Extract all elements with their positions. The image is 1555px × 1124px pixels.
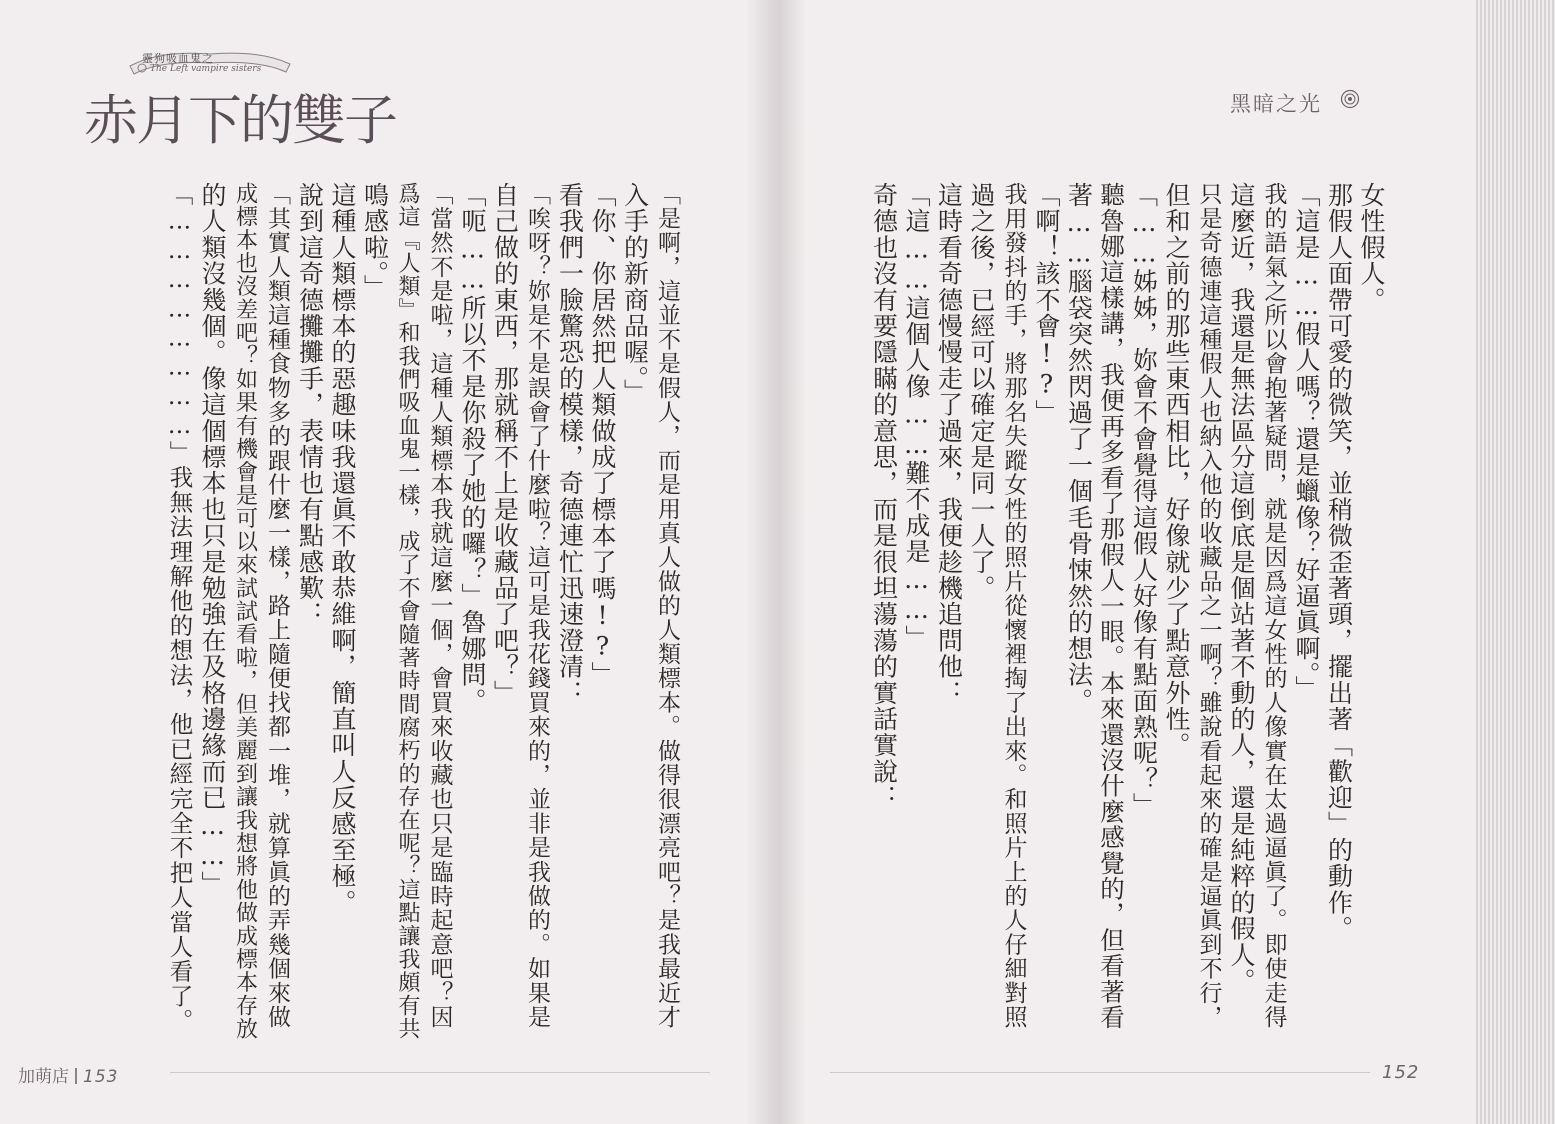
footer-rule-right	[830, 1072, 1370, 1073]
series-label: 靈狗吸血鬼之	[142, 52, 214, 65]
text-column: 「唉呀？妳是不是誤會了什麼啦？這可是我花錢買來的，並非是我做的。如果是	[524, 182, 550, 1029]
text-column: 這時看奇德慢慢走了過來，我便趁機追問他：	[934, 182, 964, 706]
text-column: 這麼近，我還是無法區分這倒底是個站著不動的人，還是純粹的假人。	[1227, 182, 1256, 995]
text-column: 的人類沒幾個。像這個標本也只是勉強在及格邊緣而已……」	[198, 182, 227, 898]
text-column: 「啊！該不會!?」	[1032, 182, 1061, 426]
text-column: 「你、你居然把人類做成了標本了嗎!?」	[588, 182, 617, 688]
text-column: 「當然不是啦，這種人類標本我就這麼一個，會買來收藏也只是臨時起意吧？因	[426, 182, 453, 1029]
footer-rule-left	[170, 1072, 710, 1073]
text-column: 這種人類標本的惡趣味我還眞不敢恭維啊，簡直叫人反感至極。	[328, 182, 357, 916]
text-column: 成標本也沒差吧？如果有機會是可以來試試看啦，但美麗到讓我想將他做成標本存放	[232, 182, 258, 1041]
page-edges	[1476, 0, 1555, 1124]
text-column: 「這……這個人像……難不成是……」	[902, 182, 931, 652]
left-page-number: 153	[83, 1067, 119, 1087]
series-subtitle: The Left vampire sisters	[150, 64, 262, 74]
text-column: 但和之前的那些東西相比，好像就少了點意外性。	[1162, 182, 1191, 759]
book-title-logo	[80, 48, 396, 168]
text-column: 「……姊姊，妳會不會覺得這假人好像有點面熟呢？」	[1129, 182, 1159, 819]
text-column: 「……………………」我無法理解他的想法，他已經完全不把人當人看了。	[165, 182, 194, 1034]
right-page-number: 152	[1382, 1062, 1420, 1083]
text-column: 爲這『人類』和我們吸血鬼一樣，成了不會隨著時間腐朽的存在呢？這點讓我頗有共	[395, 182, 420, 1041]
text-column: 只是奇德連這種假人也納入他的收藏品之一啊？雖說看起來的確是逼眞到不行，	[1195, 182, 1222, 1029]
flower-ornament-icon	[1340, 89, 1360, 109]
text-column: 說到這奇德攤攤手，表情也有點感歎：	[295, 182, 325, 628]
footer-divider	[75, 1068, 77, 1084]
text-column: 過之後，已經可以確定是同一人了。	[967, 182, 996, 602]
text-column: 「其實人類這種食物多的跟什麼一樣，路上隨便找都一堆，就算眞的弄幾個來做	[264, 182, 290, 1029]
text-column: 女性假人。	[1357, 182, 1386, 313]
book-gutter	[745, 0, 807, 1124]
text-column: 入手的新商品喔。」	[620, 182, 650, 406]
text-column: 我用發抖的手，將那名失蹤女性的照片從懷裡掏了出來。和照片上的人仔細對照	[1000, 182, 1027, 1029]
text-column: 奇德也沒有要隱瞞的意思，而是很坦蕩蕩的實話實說：	[869, 182, 899, 811]
text-column: 鳴感啦。」	[360, 182, 390, 301]
book-title: 赤月下的雙子	[84, 89, 396, 152]
text-column: 看我們一臉驚恐的模樣，奇德連忙迅速澄清：	[555, 182, 585, 706]
text-column: 著……腦袋突然閃過了一個毛骨悚然的想法。	[1064, 182, 1094, 714]
footer-label: 加萌店	[18, 1067, 69, 1087]
left-page-footer	[18, 1062, 118, 1087]
text-column: 自己做的東西，那就稱不上是收藏品了吧？」	[490, 182, 520, 706]
text-column: 聽魯娜這樣講，我便再多看了那假人一眼。本來還沒什麼感覺的，但看著看	[1097, 182, 1126, 1031]
text-column: 「呃……所以不是你殺了她的囉？」魯娜問。	[458, 182, 487, 714]
text-column: 「這是……假人嗎？還是蠟像？好逼眞啊。」	[1292, 182, 1321, 702]
text-column: 那假人面帶可愛的微笑，並稍微歪著頭，擺出著「歡迎」的動作。	[1324, 182, 1354, 942]
text-column: 「是啊，這並不是假人，而是用真人做的人類標本。做得很漂亮吧？是我最近才	[654, 182, 680, 1029]
text-column: 我的語氣之所以會抱著疑問，就是因爲這女性的人像實在太過逼眞了。即使走得	[1260, 182, 1287, 1029]
chapter-title: 黑暗之光	[1230, 92, 1322, 116]
